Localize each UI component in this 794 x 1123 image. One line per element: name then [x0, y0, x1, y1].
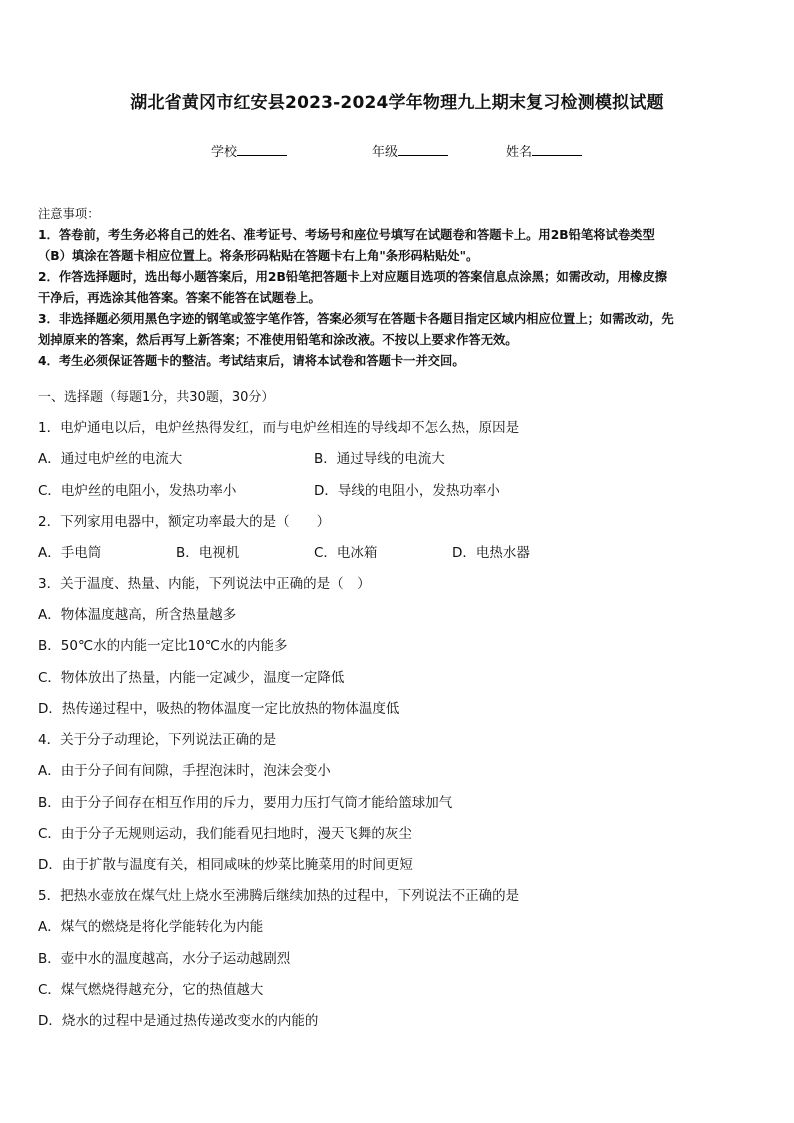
question-option: C．电炉丝的电阻小，发热功率小: [38, 483, 237, 499]
question-stem: 3．关于温度、热量、内能，下列说法中正确的是（ ）: [38, 576, 371, 592]
question-option: D．烧水的过程中是通过热传递改变水的内能的: [38, 1013, 319, 1029]
school-label: 学校: [211, 145, 238, 160]
question-option: A．煤气的燃烧是将化学能转化为内能: [38, 919, 264, 935]
grade-label: 年级: [372, 145, 399, 160]
question-option: A．物体温度越高，所含热量越多: [38, 607, 237, 623]
question-option: B．通过导线的电流大: [314, 451, 445, 467]
notes-line: 4．考生必须保证答题卡的整洁。考试结束后，请将本试卷和答题卡一并交回。: [38, 354, 465, 368]
notes-line: 1．答卷前，考生务必将自己的姓名、准考证号、考场号和座位号填写在试题卷和答题卡上。用2B铅笔将试卷类型: [38, 228, 655, 242]
question-option: C．由于分子无规则运动，我们能看见扫地时，漫天飞舞的灰尘: [38, 826, 412, 842]
notes-line: （B）填涂在答题卡相应位置上。将条形码粘贴在答题卡右上角"条形码粘贴处"。: [38, 249, 479, 263]
question-option: B．壶中水的温度越高，水分子运动越剧烈: [38, 951, 291, 967]
question-option: A．通过电炉丝的电流大: [38, 451, 183, 467]
question-option: D．导线的电阻小，发热功率小: [314, 483, 500, 499]
grade-blank[interactable]: [398, 143, 448, 156]
notes-line: 3．非选择题必须用黑色字迹的钢笔或签字笔作答，答案必须写在答题卡各题目指定区域内相应位置上；如需改动，先: [38, 312, 674, 326]
question-stem: 4．关于分子动理论，下列说法正确的是: [38, 732, 277, 748]
question-option: C．电冰箱: [314, 545, 378, 561]
question-option: C．物体放出了热量，内能一定减少，温度一定降低: [38, 670, 345, 686]
question-option: D．由于扩散与温度有关，相同咸味的炒菜比腌菜用的时间更短: [38, 857, 413, 873]
question-option: D．电热水器: [452, 545, 530, 561]
question-option: A．手电筒: [38, 545, 102, 561]
question-option: D．热传递过程中，吸热的物体温度一定比放热的物体温度低: [38, 701, 400, 717]
notes-line: 干净后，再选涂其他答案。答案不能答在试题卷上。: [38, 291, 321, 305]
question-option: A．由于分子间有间隙，手捏泡沫时，泡沫会变小: [38, 763, 331, 779]
document-title: 湖北省黄冈市红安县2023-2024学年物理九上期末复习检测模拟试题: [130, 93, 664, 113]
name-blank[interactable]: [532, 143, 582, 156]
school-blank[interactable]: [237, 143, 287, 156]
school-field: [211, 141, 287, 160]
name-label: 姓名: [506, 145, 533, 160]
question-option: C．煤气燃烧得越充分，它的热值越大: [38, 982, 264, 998]
notes-line: 划掉原来的答案，然后再写上新答案；不准使用铅笔和涂改液。不按以上要求作答无效。: [38, 333, 518, 347]
name-field: [506, 141, 582, 160]
question-stem: 5．把热水壶放在煤气灶上烧水至沸腾后继续加热的过程中，下列说法不正确的是: [38, 888, 520, 904]
question-stem: 1．电炉通电以后，电炉丝热得发红，而与电炉丝相连的导线却不怎么热，原因是: [38, 420, 520, 436]
question-option: B．电视机: [176, 545, 240, 561]
notes-block: [38, 204, 758, 372]
section-title: 一、选择题（每题1分，共30题，30分）: [38, 390, 275, 405]
question-stem: 2．下列家用电器中，额定功率最大的是（ ）: [38, 514, 331, 530]
notes-heading: 注意事项：: [38, 207, 100, 221]
grade-field: [372, 141, 448, 160]
question-option: B．50℃水的内能一定比10℃水的内能多: [38, 638, 288, 654]
question-option: B．由于分子间存在相互作用的斥力，要用力压打气筒才能给篮球加气: [38, 795, 453, 811]
notes-line: 2．作答选择题时，选出每小题答案后，用2B铅笔把答题卡上对应题目选项的答案信息点涂黑；如需改动，用橡皮擦: [38, 270, 668, 284]
